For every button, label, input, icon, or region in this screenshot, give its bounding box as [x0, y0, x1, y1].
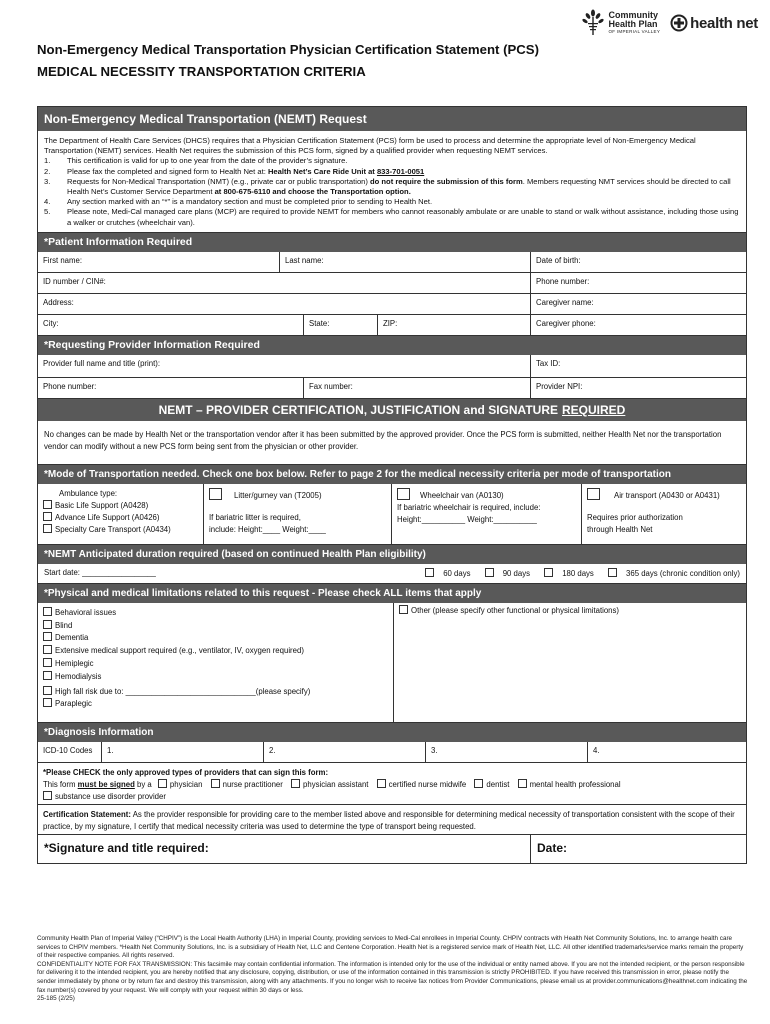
ambulance-option[interactable]: Specialty Care Transport (A0434): [43, 524, 198, 536]
icd10-code-field[interactable]: 1.: [102, 742, 264, 762]
ambulance-label: Ambulance type:: [59, 488, 118, 498]
footer-disclaimer: Community Health Plan of Imperial Valley (“CHPIV”) is the Local Health Authority (LHA) in Imperial County, providing services to Medi-Cal enrollees in Imperial County. CHPIV contracts with Health Net Community Solutions, Inc. to arrange health care services to CHPIV members. *Health Net Community Solutions, Inc. is a subsidiary of Health Net, LLC and Centene Corporation. Health Net is a registered service mark of Health Net, LLC. All other identified trademarks/service marks remain the property of their respective companies. All rights reserved.: [37, 935, 744, 960]
checkbox[interactable]: [43, 607, 52, 616]
last-name-field[interactable]: Last name:: [280, 252, 531, 272]
ambulance-option[interactable]: Advance Life Support (A0426): [43, 512, 198, 524]
provider-type-option[interactable]: mental health professional: [518, 780, 621, 789]
patient-info-header: *Patient Information Required: [38, 233, 746, 252]
intro-section: [38, 131, 746, 233]
checkbox[interactable]: [209, 488, 222, 500]
checkbox[interactable]: [397, 488, 410, 500]
ambulance-option[interactable]: Basic Life Support (A0428): [43, 500, 198, 512]
checkbox[interactable]: [518, 779, 527, 788]
icd10-label: ICD-10 Codes: [38, 742, 102, 762]
chp-line2: Health Plan: [608, 19, 658, 29]
other-limitation-option[interactable]: Other (please specify other functional or physical limitations): [394, 603, 746, 722]
provider-type-option[interactable]: physician: [158, 780, 203, 789]
checkbox[interactable]: [43, 658, 52, 667]
checkbox[interactable]: [377, 779, 386, 788]
duration-header: *NEMT Anticipated duration required (based on continued Health Plan eligibility): [38, 545, 746, 564]
checkbox[interactable]: [43, 698, 52, 707]
provider-name-field[interactable]: Provider full name and title (print):: [38, 355, 531, 377]
limitation-option[interactable]: Hemodialysis: [43, 671, 388, 684]
checkbox[interactable]: [474, 779, 483, 788]
checkbox[interactable]: [399, 605, 408, 614]
mode-header: *Mode of Transportation needed. Check one box below. Refer to page 2 for the medical necessity criteria per mode of transportation: [38, 465, 746, 484]
limitation-option[interactable]: Extensive medical support required (e.g., ventilator, IV, oxygen required): [43, 645, 388, 658]
tax-id-field[interactable]: Tax ID:: [536, 358, 561, 368]
state-field[interactable]: State:: [304, 315, 378, 335]
checkbox[interactable]: [544, 568, 553, 577]
healthnet-mark-icon: [670, 14, 688, 32]
footer-confidentiality: CONFIDENTIALITY NOTE FOR FAX TRANSMISSION: This facsimile may contain confidential information. The information is intended only for the use of the individual or entity named above. If you are not the intended recipient, or the person responsible for delivering it to the intended recipient, you are hereby notified that any disclosure, copying, distribution, or use of the information contained in this transmission is strictly PROHIBITED. If you have received this transmission in error, please notify the sender immediately by phone or by return fax and destroy this transmission, along with any attachments. If you no longer wish to receive fax notices from Provider Communications, please email us at provider.communications@healthnet.com indicating the fax number(s) covered by your request. We will comply with your request within 30 days or less.: [37, 960, 748, 994]
limitation-option[interactable]: Hemiplegic: [43, 658, 388, 671]
wheelchair-option[interactable]: Wheelchair van (A0130): [397, 488, 576, 502]
provider-type-option[interactable]: physician assistant: [291, 780, 368, 789]
patient-phone-field[interactable]: Phone number:: [536, 276, 590, 286]
provider-type-option[interactable]: dentist: [474, 780, 509, 789]
checkbox[interactable]: [43, 500, 52, 509]
duration-option[interactable]: 90 days: [479, 569, 530, 578]
checkbox[interactable]: [485, 568, 494, 577]
chp-line3: OF IMPERIAL VALLEY: [608, 29, 661, 34]
zip-field[interactable]: ZIP:: [378, 315, 531, 335]
checkbox[interactable]: [43, 671, 52, 680]
header-logos: [581, 8, 758, 38]
checkbox[interactable]: [43, 512, 52, 521]
wheelchair-note: Height:__________ Weight:__________: [397, 514, 537, 524]
footer: [37, 935, 749, 1004]
checkbox[interactable]: [158, 779, 167, 788]
checkbox[interactable]: [43, 524, 52, 533]
checkbox[interactable]: [43, 620, 52, 629]
air-note: through Health Net: [587, 524, 653, 534]
provider-fax-field[interactable]: Fax number:: [304, 378, 531, 398]
chp-line1: Community: [608, 10, 658, 20]
litter-cell: [204, 484, 392, 544]
duration-row: [38, 564, 746, 584]
provider-type-option[interactable]: substance use disorder provider: [43, 791, 741, 803]
start-date-field[interactable]: Start date: _________________: [44, 567, 156, 577]
nemt-request-header: Non-Emergency Medical Transportation (NEMT) Request: [38, 107, 746, 131]
certification-statement: Certification Statement: As the provider responsible for providing care to the member listed above and responsible for determining medical necessity of transportation consistent with the scope of their practice, by my signature, I certify that medical necessity criteria was used to determine the type of transport being requested.: [38, 805, 746, 835]
air-option[interactable]: Air transport (A0430 or A0431): [587, 488, 741, 502]
wheat-icon: [581, 9, 605, 37]
form-code: 25-185 (2/25): [37, 995, 75, 1003]
limitations-header: *Physical and medical limitations related to this request - Please check ALL items that apply: [38, 584, 746, 603]
icd10-code-field[interactable]: 2.: [264, 742, 426, 762]
signature-field[interactable]: *Signature and title required:: [38, 835, 531, 863]
icd10-code-field[interactable]: 3.: [426, 742, 588, 762]
checkbox[interactable]: [211, 779, 220, 788]
limitations-list: [38, 603, 394, 722]
provider-types-section: *Please CHECK the only approved types of providers that can sign this form: This form must be signed by a physician nurse practitioner physician assistant certified nurse midwife dentist mental health professional substance use disorder provider: [38, 763, 746, 805]
ambulance-cell: [38, 484, 204, 544]
duration-option[interactable]: 60 days: [419, 569, 470, 578]
provider-phone-field[interactable]: Phone number:: [38, 378, 304, 398]
date-field[interactable]: Date:: [537, 840, 568, 855]
air-cell: [582, 484, 746, 544]
caregiver-name-field[interactable]: Caregiver name:: [536, 297, 594, 307]
air-note: Requires prior authorization: [587, 512, 683, 522]
checkbox[interactable]: [43, 632, 52, 641]
duration-option[interactable]: 365 days (chronic condition only): [602, 569, 740, 578]
checkbox[interactable]: [608, 568, 617, 577]
litter-option[interactable]: Litter/gurney van (T2005): [209, 488, 386, 502]
no-changes-notice: No changes can be made by Health Net or the transportation vendor after it has been submitted by the approved provider. Once the PCS form is submitted, neither Health Net nor the transportation vendor can modify without a new PCS form being sent from the physician or other provider.: [38, 421, 746, 465]
checkbox[interactable]: [291, 779, 300, 788]
provider-type-option[interactable]: nurse practitioner: [211, 780, 283, 789]
limitation-option[interactable]: Paraplegic: [43, 698, 388, 711]
wheelchair-note: If bariatric wheelchair is required, include:: [397, 502, 541, 512]
provider-npi-field[interactable]: Provider NPI:: [536, 381, 583, 391]
limitation-option[interactable]: Blind: [43, 620, 388, 633]
limitation-option[interactable]: Dementia: [43, 632, 388, 645]
provider-info-header: *Requesting Provider Information Required: [38, 336, 746, 355]
intro-item: 5. Please note, Medi-Cal managed care plans (MCP) are required to provide NEMT for members who cannot reasonably ambulate or are unable to stand or walk without assistance, including those using a walker or crutches (wheelchair van).: [44, 207, 739, 227]
intro-item: 3. Requests for Non-Medical Transportation (NMT) (e.g., private car or public transportation) do not require the submission of this form. Members requesting NMT services should be directed to call Health Net’s Customer Service Department at 800-675-6110 and choose the Transportation option.: [44, 176, 731, 197]
form-title: Non-Emergency Medical Transportation Physician Certification Statement (PCS): [37, 42, 539, 57]
diagnosis-header: *Diagnosis Information: [38, 723, 746, 742]
intro-item: 1. This certification is valid for up to one year from the date of the provider’s signature.: [44, 156, 348, 166]
checkbox[interactable]: [425, 568, 434, 577]
healthnet-logo: [670, 14, 758, 32]
limitation-option[interactable]: Behavioral issues: [43, 607, 388, 620]
city-field[interactable]: City:: [38, 315, 304, 335]
checkbox[interactable]: [43, 791, 52, 800]
caregiver-phone-field[interactable]: Caregiver phone:: [536, 318, 596, 328]
intro-item: 4. Any section marked with an “*” is a mandatory section and must be completed prior to sending to Health Net.: [44, 197, 433, 207]
healthnet-wordmark: health net: [690, 14, 758, 32]
litter-note: If bariatric litter is required,: [209, 512, 301, 522]
id-number-field[interactable]: ID number / CIN#:: [38, 273, 531, 293]
form-subtitle: MEDICAL NECESSITY TRANSPORTATION CRITERIA: [37, 64, 366, 79]
intro-text: The Department of Health Care Services (DHCS) requires that a Physician Certification Statement (PCS) form be used to process and determine the appropriate level of Non-Emergency Medical Transportation (NEMT) services. Health Net requires the submission of this PCS form, signed by a qualified provider when requesting NEMT services.: [44, 136, 696, 156]
chp-logo: [581, 9, 660, 37]
checkbox[interactable]: [43, 645, 52, 654]
first-name-field[interactable]: First name:: [38, 252, 280, 272]
dob-field[interactable]: Date of birth:: [536, 255, 581, 265]
address-field[interactable]: Address:: [38, 294, 531, 314]
intro-item: 2. Please fax the completed and signed form to Health Net at: Health Net’s Care Ride Unit at 833-701-0051: [44, 166, 425, 176]
provider-type-option[interactable]: certified nurse midwife: [377, 780, 467, 789]
duration-option[interactable]: 180 days: [538, 569, 594, 578]
pcs-form: [37, 106, 747, 864]
checkbox[interactable]: [43, 686, 52, 695]
litter-note: include: Height:____ Weight:____: [209, 524, 326, 534]
wheelchair-cell: [392, 484, 582, 544]
icd10-code-field[interactable]: 4.: [593, 745, 600, 755]
checkbox[interactable]: [587, 488, 600, 500]
certification-header: NEMT – PROVIDER CERTIFICATION, JUSTIFICATION and SIGNATURE REQUIRED: [38, 399, 746, 421]
limitation-option[interactable]: High fall risk due to: ______________________________(please specify): [43, 686, 388, 699]
provider-types-title: *Please CHECK the only approved types of providers that can sign this form:: [43, 767, 329, 777]
